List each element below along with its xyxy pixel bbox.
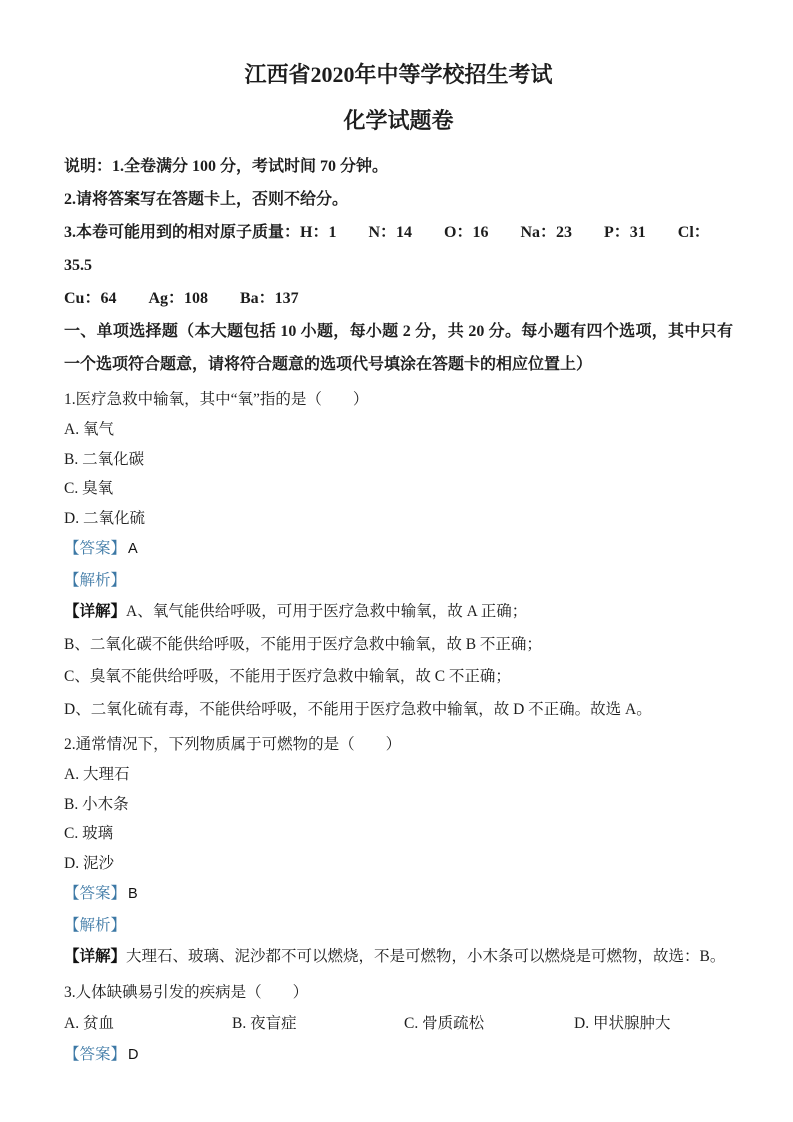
question-1-option-a: A. 氧气	[64, 421, 114, 438]
question-1-detail-line-4: D、二氧化硫有毒，不能供给呼吸，不能用于医疗急救中输氧，故 D 不正确。故选 A。	[64, 700, 652, 718]
analysis-label: 【解析】	[64, 917, 127, 934]
question-3-option-a: A. 贫血	[64, 1014, 114, 1032]
question-1-text: 1.医疗急救中输氧，其中“氧”指的是（ ）	[64, 391, 369, 408]
question-1-detail-line-1	[64, 596, 733, 629]
question-1-analysis-line	[64, 565, 733, 596]
question-3-option-b: B. 夜盲症	[232, 1014, 297, 1032]
answer-value: D	[128, 1046, 139, 1063]
answer-value: B	[128, 886, 138, 902]
question-2-option-d: D. 泥沙	[64, 854, 114, 872]
answer-value: A	[128, 541, 138, 557]
question-3-options-row	[64, 1008, 733, 1039]
answer-label: 【答案】	[64, 1045, 127, 1063]
page-title: 江西省2020年中等学校招生考试	[244, 62, 553, 87]
question-3-option-d: D. 甲状腺肿大	[574, 1014, 671, 1032]
page-subtitle: 化学试题卷	[343, 108, 454, 133]
question-2-option-b: B. 小木条	[64, 795, 129, 813]
question-2-answer-line	[64, 878, 733, 910]
instruction-line-3: 3.本卷可能用到的相对原子质量：H：1 N：14 O：16 Na：23 P：31 Cl：35.5	[64, 224, 710, 274]
question-2-analysis-line	[64, 910, 733, 941]
question-2-option-c: C. 玻璃	[64, 825, 114, 842]
question-2-option-a: A. 大理石	[64, 766, 130, 783]
detail-text: A、氧气能供给呼吸，可用于医疗急救中输氧，故 A 正确；	[126, 603, 528, 620]
question-1-detail-line-2: B、二氧化碳不能供给呼吸，不能用于医疗急救中输氧，故 B 不正确；	[64, 635, 542, 653]
question-1-option-c: C. 臭氧	[64, 480, 114, 497]
question-2-text: 2.通常情况下，下列物质属于可燃物的是（ ）	[64, 736, 402, 753]
answer-label: 【答案】	[64, 885, 127, 902]
section-header: 一、单项选择题（本大题包括 10 小题，每小题 2 分，共 20 分。每小题有四个选项，其中只有一个选项符合题意，请将符合题意的选项代号填涂在答题卡的相应位置上）	[64, 323, 733, 373]
question-3-text: 3.人体缺碘易引发的疾病是（ ）	[64, 983, 309, 1001]
question-1-option-b: B. 二氧化碳	[64, 450, 145, 468]
question-3-answer-line	[64, 1039, 733, 1071]
answer-label: 【答案】	[64, 540, 127, 557]
question-1-option-d: D. 二氧化硫	[64, 509, 145, 527]
analysis-label: 【解析】	[64, 572, 127, 589]
instruction-line-2: 2.请将答案写在答题卡上，否则不给分。	[64, 191, 349, 208]
question-2-detail-line-1	[64, 941, 733, 974]
instruction-line-1: 说明：1.全卷满分 100 分，考试时间 70 分钟。	[64, 158, 389, 175]
detail-text: 大理石、玻璃、泥沙都不可以燃烧，不是可燃物，小木条可以燃烧是可燃物，故选：B。	[126, 948, 726, 965]
instruction-line-4: Cu：64 Ag：108 Ba：137	[64, 290, 299, 307]
question-3-option-c: C. 骨质疏松	[404, 1014, 485, 1032]
question-1-answer-line	[64, 533, 733, 565]
detail-label: 【详解】	[64, 603, 127, 620]
question-1-detail-line-3: C、臭氧不能供给呼吸，不能用于医疗急救中输氧，故 C 不正确；	[64, 668, 511, 685]
detail-label: 【详解】	[64, 948, 127, 965]
